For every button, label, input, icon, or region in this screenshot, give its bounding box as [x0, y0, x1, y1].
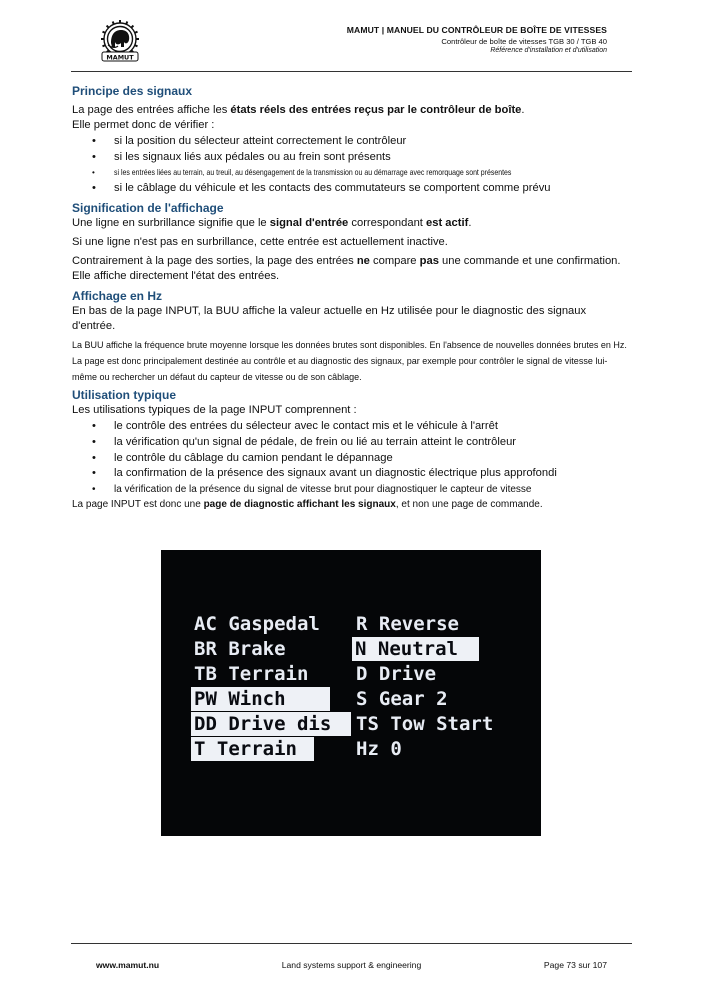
input-page-display: [161, 550, 541, 836]
header-reference: Référence d'installation et d'utilisation: [490, 47, 607, 54]
list-item: • si les entrées liées au terrain, au treuil, au désengagement de la transmission ou au démarrage avec remorquage sont présentes: [72, 165, 632, 181]
display-line-tb: TB Terrain: [194, 663, 309, 685]
display-line-pw: PW Winch: [191, 687, 330, 711]
footer-page-number: Page 73 sur 107: [543, 960, 607, 970]
utilisation-paragraph-2: La page INPUT est donc une page de diagnostic affichant les signaux, et non une page de commande.: [72, 499, 543, 511]
list-item: • la vérification de la présence du signal de vitesse brut pour diagnostiquer le capteur de vitesse: [72, 482, 632, 498]
list-item: • le contrôle du câblage du camion pendant le dépannage: [72, 451, 632, 467]
display-line-d: D Drive: [356, 663, 437, 685]
utilisation-paragraph-1: Les utilisations typiques de la page INPUT comprennent :: [72, 404, 357, 417]
list-item: • si le câblage du véhicule et les contacts des commutateurs se comportent comme prévu: [72, 181, 632, 197]
list-item: • si les signaux liés aux pédales ou au frein sont présents: [72, 150, 632, 166]
display-line-s: S Gear 2: [356, 688, 448, 710]
principe-paragraph-2: Elle permet donc de vérifier :: [72, 119, 215, 131]
logo-text: MAMUT: [106, 53, 134, 62]
list-item: • la confirmation de la présence des signaux avant un diagnostic électrique plus approfondi: [72, 466, 632, 482]
display-line-ac: AC Gaspedal: [194, 613, 320, 635]
display-line-hz: Hz 0: [356, 738, 402, 760]
signification-paragraph-3: Contrairement à la page des sorties, la page des entrées ne compare pas une commande et une confirmation. Elle affiche directement l'état des entrées.: [72, 255, 621, 283]
display-line-br: BR Brake: [194, 638, 286, 660]
page-content: [72, 84, 632, 512]
section-heading-utilisation: Utilisation typique: [72, 388, 177, 403]
hz-paragraph-2: La BUU affiche la fréquence brute moyenne lorsque les données brutes sont disponibles. En l'absence de nouvelles données brutes en Hz. La page est donc principalement destinée au contrôle et au diagnostic des signaux, par exemple pour contrôler le signal de vitesse lui-même ou rechercher un défaut du capteur de vitesse ou de son câblage.: [72, 340, 627, 383]
principe-paragraph-1: La page des entrées affiche les états réels des entrées reçus par le contrôleur de boîte.: [72, 104, 525, 116]
hz-paragraph-1: En bas de la page INPUT, la BUU affiche la valeur actuelle en Hz utilisée pour le diagnostic des signaux d'entrée.: [72, 305, 587, 333]
principe-list: [72, 134, 632, 196]
display-line-n: N Neutral: [352, 637, 479, 661]
list-item: • le contrôle des entrées du sélecteur avec le contact mis et le véhicule à l'arrêt: [72, 419, 632, 435]
list-item: • la vérification qu'un signal de pédale, de frein ou lié au terrain atteint le contrôleur: [72, 435, 632, 451]
section-heading-signification: Signification de l'affichage: [72, 201, 224, 216]
section-heading-hz: Affichage en Hz: [72, 289, 163, 304]
page-header: [187, 25, 607, 54]
footer-divider: [71, 943, 632, 944]
display-line-dd: DD Drive dis: [191, 712, 351, 736]
mamut-logo: [94, 18, 146, 64]
display-line-t: T Terrain: [191, 737, 314, 761]
footer-tagline: Land systems support & engineering: [281, 960, 422, 970]
display-line-r: R Reverse: [356, 613, 459, 635]
header-title: MAMUT | MANUEL DU CONTRÔLEUR DE BOÎTE DE VITESSES: [346, 25, 607, 35]
signification-paragraph-2: Si une ligne n'est pas en surbrillance, cette entrée est actuellement inactive.: [72, 236, 448, 249]
utilisation-list: [72, 419, 632, 497]
list-item: • si la position du sélecteur atteint correctement le contrôleur: [72, 134, 632, 150]
footer-website[interactable]: www.mamut.nu: [96, 960, 160, 970]
display-line-ts: TS Tow Start: [356, 713, 494, 735]
section-heading-principe: Principe des signaux: [72, 84, 193, 98]
header-subtitle: Contrôleur de boîte de vitesses TGB 30 / TGB 40: [441, 37, 607, 46]
signification-paragraph-1: Une ligne en surbrillance signifie que le signal d'entrée correspondant est actif.: [72, 217, 472, 230]
header-divider: [71, 71, 632, 72]
